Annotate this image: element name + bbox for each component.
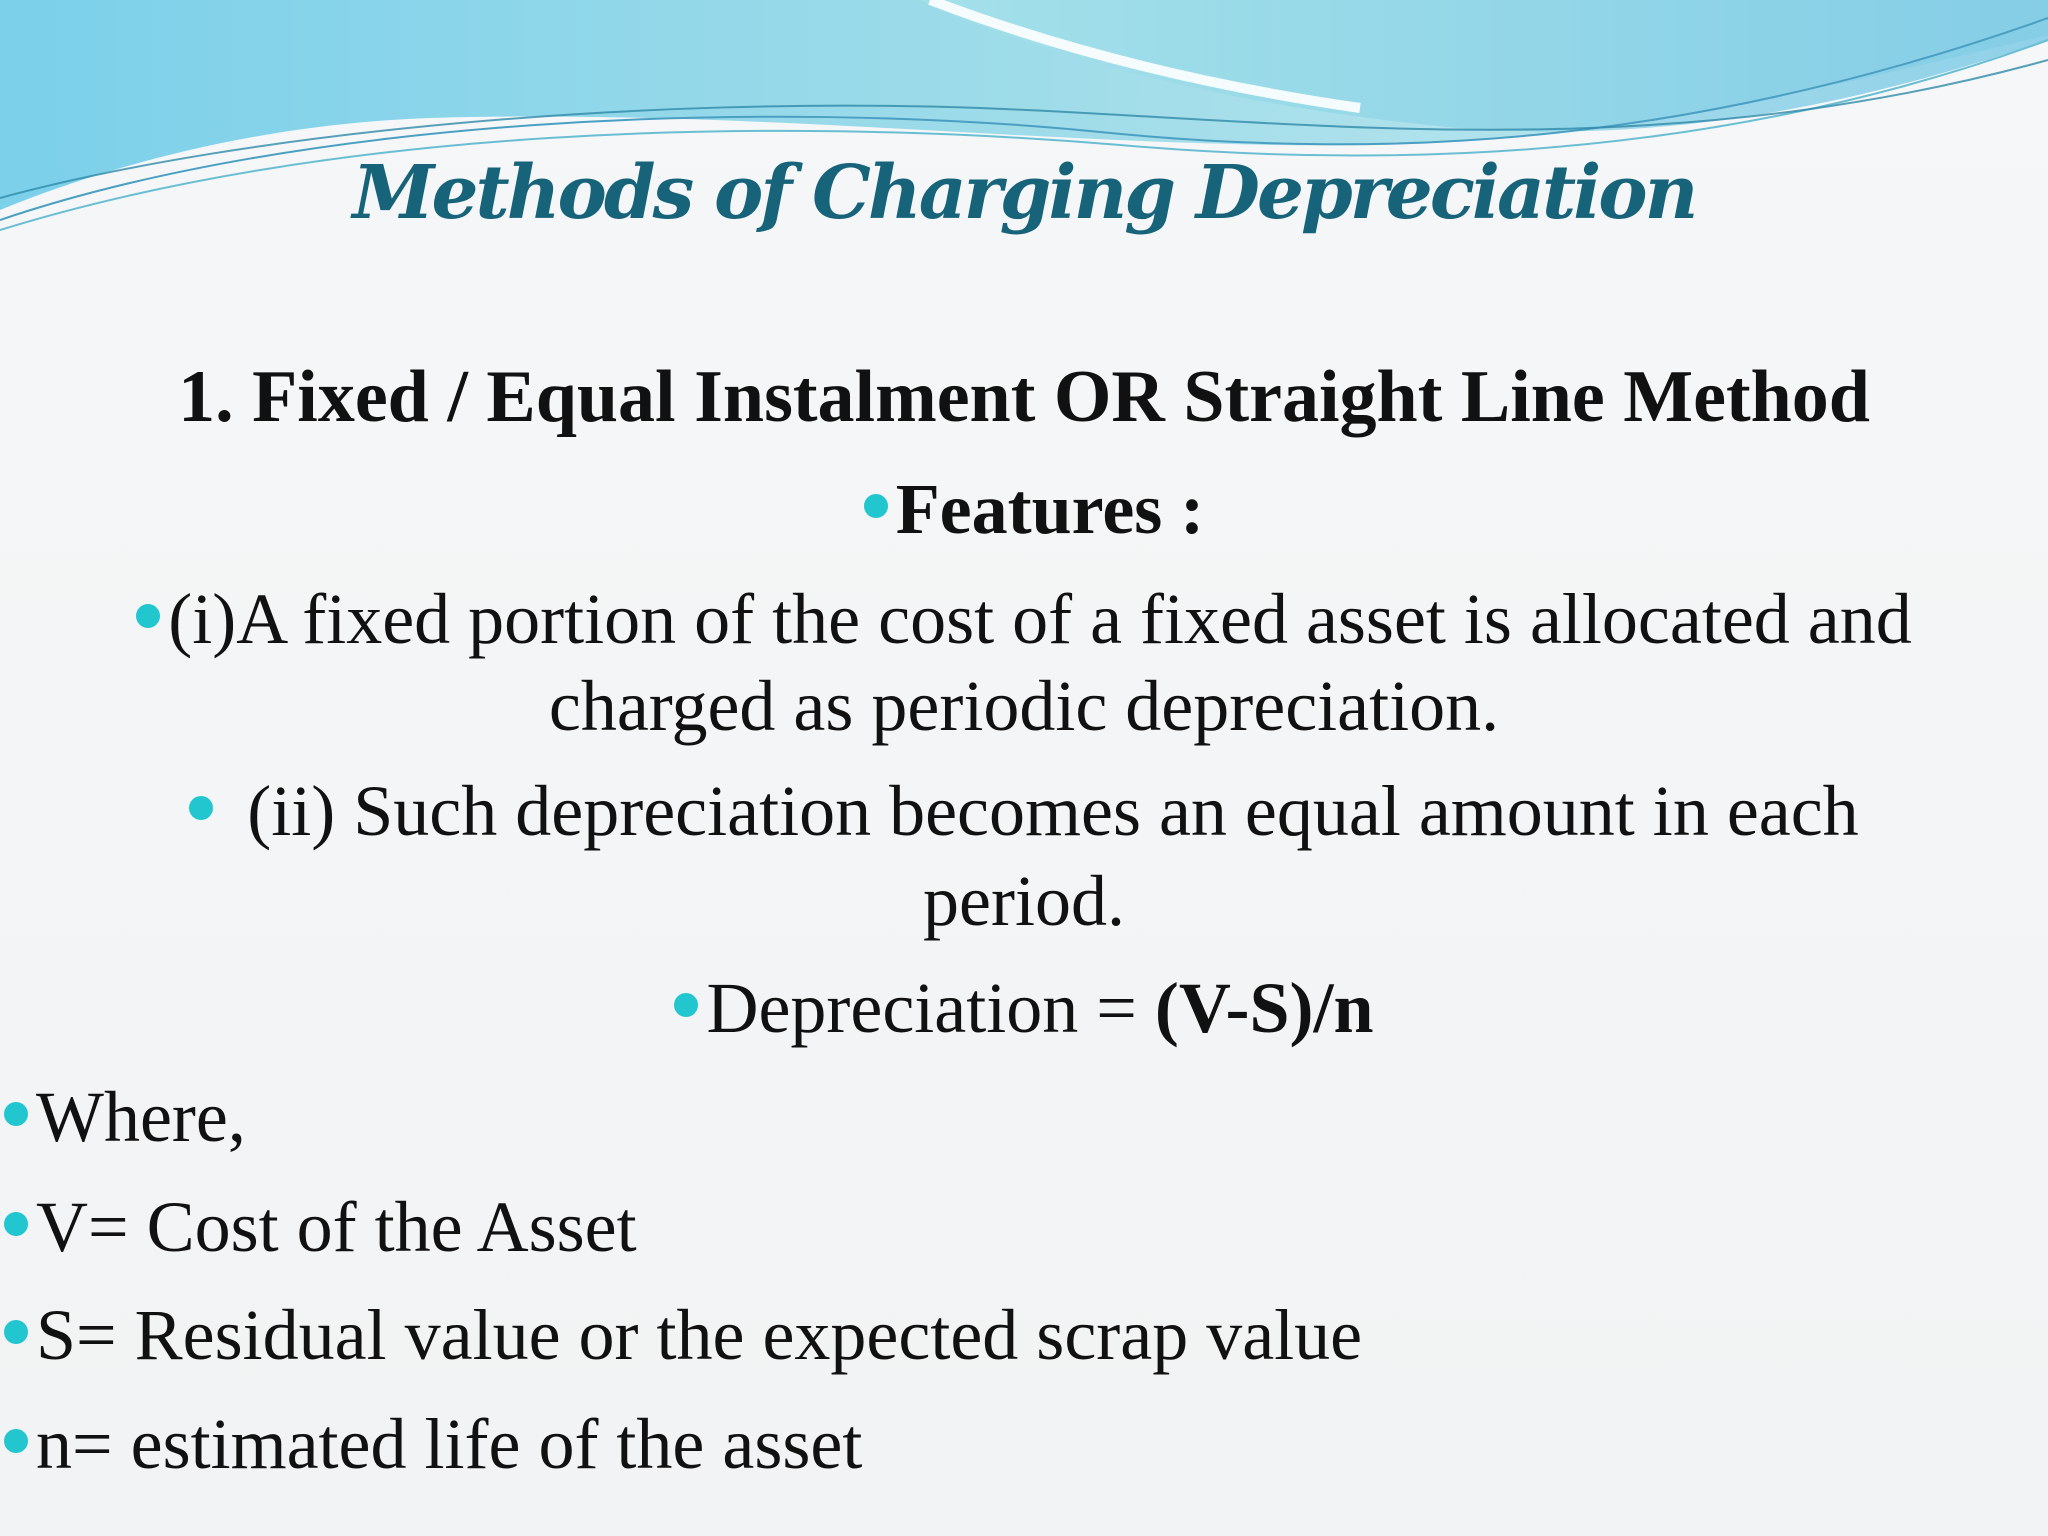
v-definition: V= Cost of the Asset [36, 1187, 637, 1267]
bullet-icon [136, 604, 160, 628]
formula-value: (V-S)/n [1154, 968, 1374, 1048]
bullet-icon [4, 1212, 28, 1236]
feature-1-line-1: (i)A fixed portion of the cost of a fixed asset is allocated and [168, 579, 1912, 659]
feature-2-line-2: period. [923, 861, 1125, 941]
feature-1-line-2: charged as periodic depreciation. [548, 666, 1500, 746]
bullet-icon [864, 494, 888, 518]
n-definition-row [4, 1403, 862, 1486]
n-definition: n= estimated life of the asset [36, 1404, 863, 1484]
s-definition: S= Residual value or the expected scrap value [36, 1295, 1363, 1375]
feature-1-line-1-row [0, 578, 2048, 661]
bullet-icon [4, 1429, 28, 1453]
features-label: Features : [895, 469, 1205, 549]
bullet-icon [4, 1102, 28, 1126]
bullet-icon [189, 796, 213, 820]
where-row [4, 1076, 246, 1159]
bullet-icon [674, 993, 698, 1017]
bullet-icon [4, 1320, 28, 1344]
where-label: Where, [36, 1077, 246, 1157]
s-definition-row [4, 1294, 1362, 1377]
formula-row [0, 967, 2048, 1050]
feature-2-line-1-row [0, 770, 2048, 853]
v-definition-row [4, 1186, 637, 1269]
features-label-row [0, 468, 2048, 551]
slide-title: Methods of Charging Depreciation [352, 150, 1696, 236]
formula-label: Depreciation = [706, 968, 1155, 1048]
method-heading: 1. Fixed / Equal Instalment OR Straight Line Method [178, 356, 1870, 438]
feature-2-line-1: (ii) Such depreciation becomes an equal amount in each [247, 771, 1859, 851]
